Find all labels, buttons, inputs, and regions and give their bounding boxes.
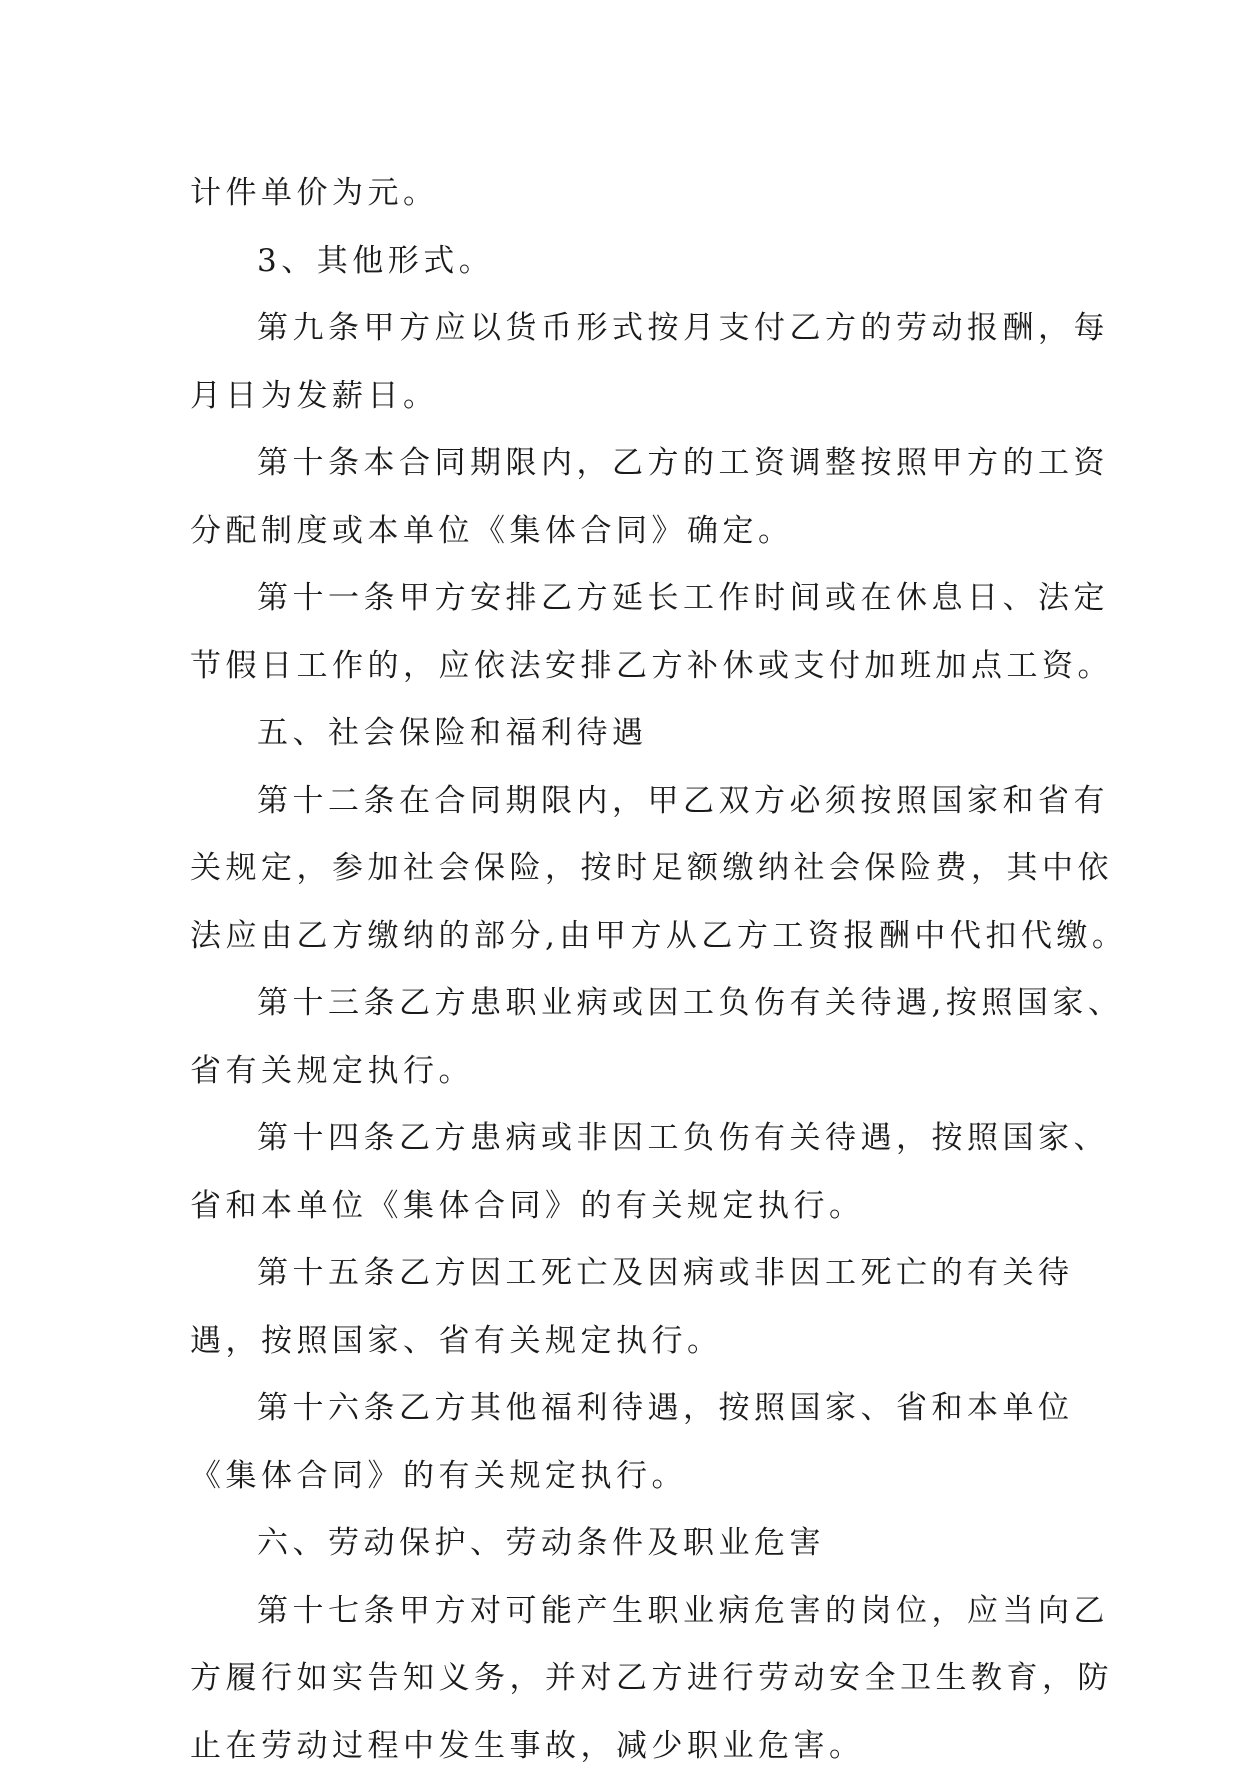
text-line: 月日为发薪日。 (190, 363, 1060, 431)
text-line: 第十条本合同期限内，乙方的工资调整按照甲方的工资 (190, 430, 1060, 498)
text-line: 3、其他形式。 (190, 228, 1060, 296)
text-line: 计件单价为元。 (190, 160, 1060, 228)
text-line: 方履行如实告知义务，并对乙方进行劳动安全卫生教育，防 (190, 1645, 1060, 1713)
text-line: 第十六条乙方其他福利待遇，按照国家、省和本单位 (190, 1375, 1060, 1443)
text-line: 第十一条甲方安排乙方延长工作时间或在休息日、法定 (190, 565, 1060, 633)
section-heading: 五、社会保险和福利待遇 (190, 700, 1060, 768)
text-line: 第十五条乙方因工死亡及因病或非因工死亡的有关待 (190, 1240, 1060, 1308)
section-heading: 六、劳动保护、劳动条件及职业危害 (190, 1510, 1060, 1578)
text-line: 节假日工作的，应依法安排乙方补休或支付加班加点工资。 (190, 633, 1060, 701)
text-line: 关规定，参加社会保险，按时足额缴纳社会保险费，其中依 (190, 835, 1060, 903)
text-line: 省和本单位《集体合同》的有关规定执行。 (190, 1173, 1060, 1241)
text-line: 遇，按照国家、省有关规定执行。 (190, 1308, 1060, 1376)
text-line: 第十四条乙方患病或非因工负伤有关待遇，按照国家、 (190, 1105, 1060, 1173)
text-line: 第九条甲方应以货币形式按月支付乙方的劳动报酬，每 (190, 295, 1060, 363)
text-line: 第十七条甲方对可能产生职业病危害的岗位，应当向乙 (190, 1578, 1060, 1646)
text-line: 第十二条在合同期限内，甲乙双方必须按照国家和省有 (190, 768, 1060, 836)
text-line: 第十三条乙方患职业病或因工负伤有关待遇,按照国家、 (190, 970, 1060, 1038)
text-line: 止在劳动过程中发生事故，减少职业危害。 (190, 1713, 1060, 1780)
text-line: 法应由乙方缴纳的部分,由甲方从乙方工资报酬中代扣代缴。 (190, 903, 1060, 971)
text-line: 省有关规定执行。 (190, 1038, 1060, 1106)
document-page (190, 160, 1060, 1780)
text-line: 分配制度或本单位《集体合同》确定。 (190, 498, 1060, 566)
text-line: 《集体合同》的有关规定执行。 (190, 1443, 1060, 1511)
